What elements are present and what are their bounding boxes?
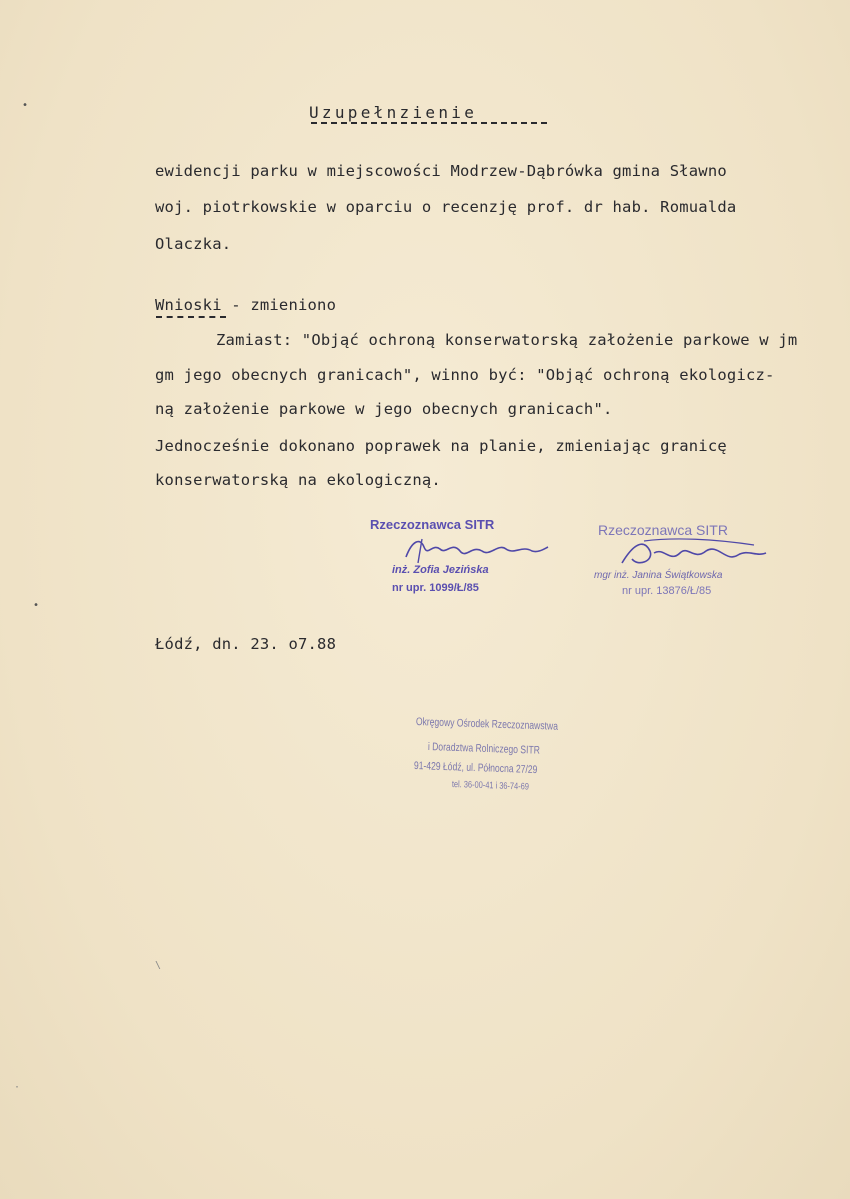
org-stamp-line-3: 91-429 Łódź, ul. Północna 27/29 xyxy=(413,760,538,777)
conclusions-heading: Wnioski xyxy=(155,296,222,314)
expert1-stamp-title: Rzeczoznawca SITR xyxy=(370,517,495,532)
expert2-stamp-name: mgr inż. Janina Świątkowska xyxy=(594,570,723,581)
title-underline xyxy=(311,122,547,124)
body-line-3: ną założenie parkowe w jego obecnych granicach". xyxy=(155,400,613,418)
conclusions-line xyxy=(155,296,336,314)
conclusions-suffix: - zmieniono xyxy=(221,296,337,314)
body-line-2: gm jego obecnych granicach", winno być: "Objąć ochroną ekologicz- xyxy=(155,366,775,384)
date-line: Łódź, dn. 23. o7.88 xyxy=(155,635,337,653)
body-line-4: Jednocześnie dokonano poprawek na planie, zmieniając granicę xyxy=(155,437,727,455)
intro-line-1: ewidencji parku w miejscowości Modrzew-Dąbrówka gmina Sławno xyxy=(155,162,727,180)
body-line-5: konserwatorską na ekologiczną. xyxy=(155,471,441,489)
org-stamp-line-2: i Doradztwa Rolniczego SITR xyxy=(427,741,541,757)
paper-mark: · xyxy=(14,1082,21,1093)
expert2-signature xyxy=(614,533,774,573)
conclusions-underline xyxy=(156,316,226,318)
paper-mark: \ xyxy=(155,960,162,971)
paper-mark: • xyxy=(33,600,40,611)
document-title: Uzupełnzienie xyxy=(309,103,478,122)
intro-line-3: Olaczka. xyxy=(155,235,232,253)
body-line-1: Zamiast: "Objąć ochroną konserwatorską założenie parkowe w jm xyxy=(216,331,798,349)
expert1-stamp-number: nr upr. 1099/Ł/85 xyxy=(392,582,479,594)
expert2-stamp-title: Rzeczoznawca SITR xyxy=(598,522,728,538)
paper-mark: • xyxy=(22,100,29,111)
intro-line-2: woj. piotrkowskie w oparciu o recenzję prof. dr hab. Romualda xyxy=(155,198,737,216)
expert1-stamp-name: inż. Zofia Jezińska xyxy=(392,564,489,576)
org-stamp-line-1: Okręgowy Ośrodek Rzeczoznawstwa xyxy=(415,716,559,733)
expert2-stamp-number: nr upr. 13876/Ł/85 xyxy=(622,585,712,597)
org-stamp-line-4: tel. 36-00-41 i 36-74-69 xyxy=(451,779,530,793)
